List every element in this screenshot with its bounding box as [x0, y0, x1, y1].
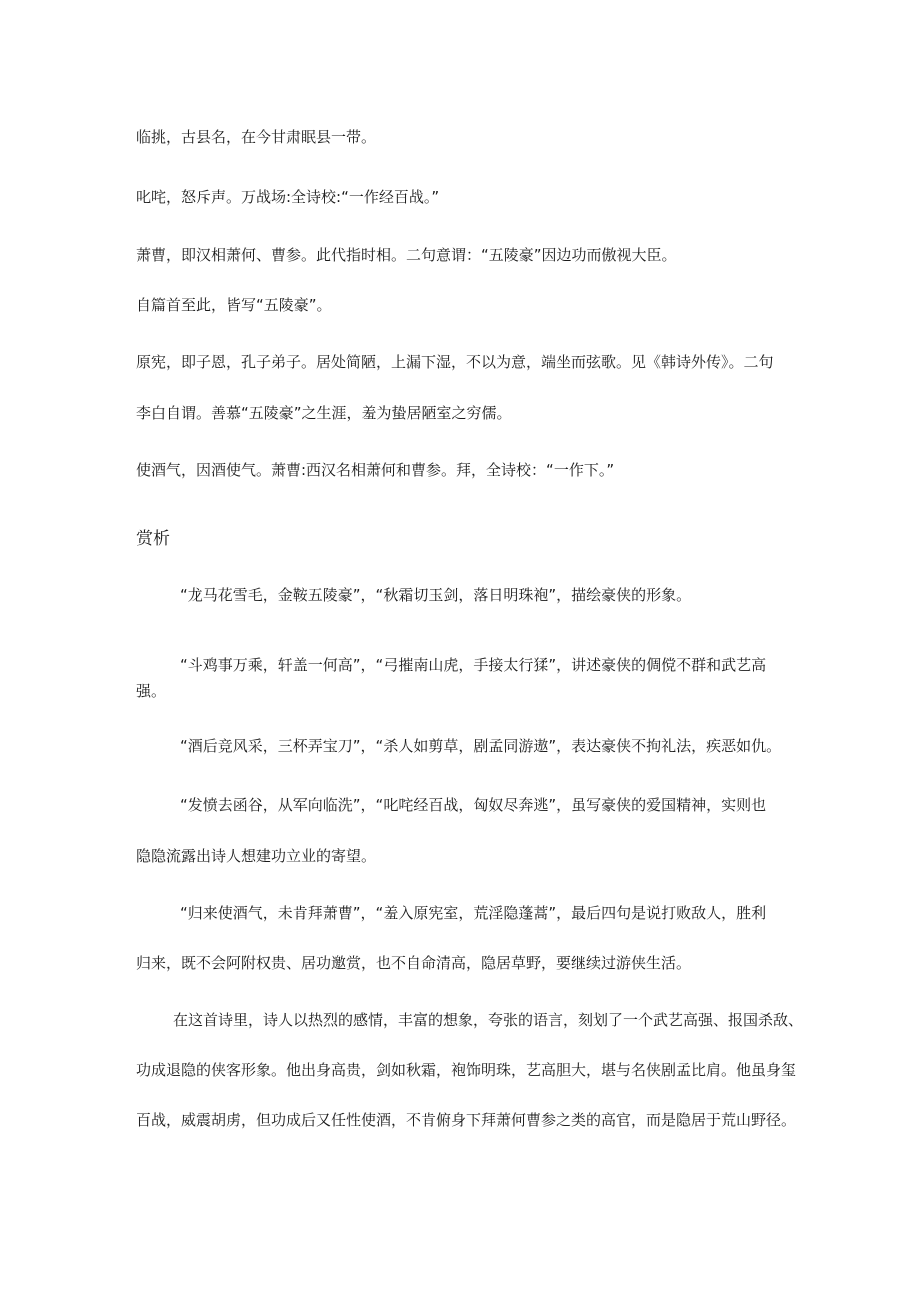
analysis-line: “斗鸡事万乘，轩盖一何高”，“弓摧南山虎，手接太行猱”，讲述豪侠的倜傥不群和武艺高	[180, 656, 767, 674]
note-line: 叱咤，怒斥声。万战场:全诗校:“一作经百战。”	[136, 188, 440, 206]
summary-line: 百战，威震胡虏，但功成后又任性使酒，不肯俯身下拜萧何曹参之类的高官，而是隐居于荒山野径。	[136, 1111, 797, 1129]
analysis-line: “发愤去函谷，从军向临洗”，“叱咤经百战，匈奴尽奔逃”，虽写豪侠的爱国精神，实则也	[180, 796, 767, 814]
note-line: 自篇首至此，皆写“五陵豪”。	[136, 296, 332, 314]
summary-line: 功成退隐的侠客形象。他出身高贵，剑如秋霜，袍饰明珠，艺高胆大，堪与名侠剧孟比肩。他虽身玺	[136, 1061, 797, 1079]
analysis-line: 强。	[136, 682, 167, 700]
analysis-line: “归来使酒气，未肯拜萧曹”，“羞入原宪室，荒淫隐蓬蒿”，最后四句是说打败敌人，胜利	[180, 904, 767, 922]
section-heading: 赏析	[136, 529, 170, 549]
note-line: 萧曹，即汉相萧何、曹参。此代指时相。二句意谓：“五陵豪”因边功而傲视大臣。	[136, 246, 677, 264]
note-line: 原宪，即子恩，孔子弟子。居处简陋，上漏下湿，不以为意，端坐而弦歌。见《韩诗外传》。二句	[136, 353, 774, 371]
analysis-line: 隐隐流露出诗人想建功立业的寄望。	[136, 847, 377, 865]
analysis-line: “酒后竞风采，三杯弄宝刀”，“杀人如剪草，剧孟同游遨”，表达豪侠不拘礼法，疾恶如仇。	[180, 737, 782, 755]
note-line: 使酒气，因酒使气。萧曹:西汉名相萧何和曹参。拜，全诗校：“一作下。”	[136, 461, 615, 479]
analysis-line: 归来，既不会阿附权贵、居功邀赏，也不自命清高，隐居草野，要继续过游侠生活。	[136, 954, 692, 972]
note-line: 李白自谓。善慕“五陵豪”之生涯，羞为蛰居陋室之穷儒。	[136, 404, 512, 422]
analysis-line: “龙马花雪毛，金鞍五陵豪”，“秋霜切玉剑，落日明珠袍”，描绘豪侠的形象。	[180, 586, 692, 604]
summary-line: 在这首诗里，诗人以热烈的感情，丰富的想象，夸张的语言，刻划了一个武艺高强、报国杀敌、	[173, 1011, 804, 1029]
note-line: 临挑，古县名，在今甘肃眠县一带。	[136, 128, 377, 146]
